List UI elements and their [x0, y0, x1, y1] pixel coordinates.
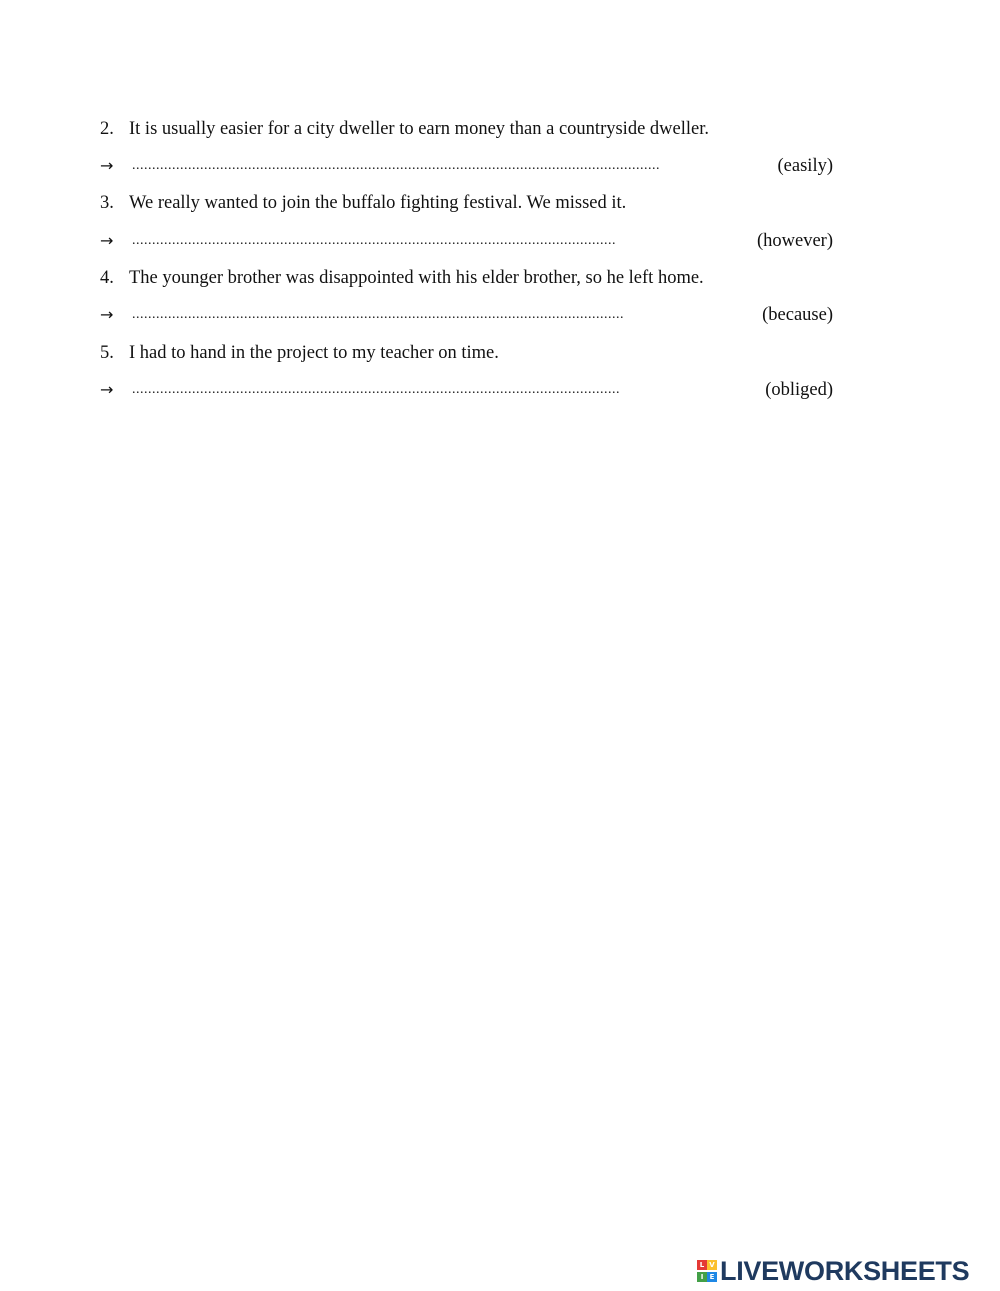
answer-blank-2[interactable]: ....................................................................................................................................: [132, 158, 660, 173]
logo-block-l: L: [697, 1260, 707, 1270]
arrow-icon: →: [100, 380, 114, 399]
answer-line-4[interactable]: [100, 303, 833, 327]
logo-icon: [697, 1260, 707, 1282]
question-2-text: It is usually easier for a city dweller to earn money than a countryside dweller.: [129, 119, 709, 139]
logo-block-e: E: [707, 1272, 717, 1282]
question-5-number: 5.: [100, 343, 114, 363]
answer-hint-4: (because): [762, 305, 833, 325]
question-2-number: 2.: [100, 119, 114, 139]
arrow-icon: →: [100, 305, 114, 324]
answer-hint-5: (obliged): [765, 380, 833, 400]
answer-hint-3: (however): [756, 231, 833, 251]
question-4-text: The younger brother was disappointed with his elder brother, so he left home.: [129, 268, 704, 288]
arrow-icon: →: [100, 156, 114, 175]
liveworksheets-logo: [697, 1256, 969, 1286]
question-4: [100, 266, 833, 290]
question-5-text: I had to hand in the project to my teacher on time.: [129, 343, 499, 363]
question-3-number: 3.: [100, 193, 114, 213]
logo-icon-lower: [707, 1260, 717, 1282]
question-5: [100, 341, 833, 365]
logo-block-i: I: [697, 1272, 707, 1282]
answer-blank-4[interactable]: ...........................................................................................................................: [132, 307, 624, 322]
question-2: [100, 117, 833, 141]
answer-line-2[interactable]: [100, 154, 833, 178]
arrow-icon: →: [100, 231, 114, 250]
logo-wordmark: LIVEWORKSHEETS: [720, 1255, 970, 1286]
question-3: [100, 191, 833, 215]
answer-blank-5[interactable]: ..........................................................................................................................: [132, 382, 620, 397]
answer-hint-2: (easily): [777, 156, 833, 176]
answer-line-3[interactable]: [100, 229, 833, 253]
question-3-text: We really wanted to join the buffalo fighting festival. We missed it.: [129, 193, 627, 213]
answer-line-5[interactable]: [100, 378, 833, 402]
logo-block-v: V: [707, 1260, 717, 1270]
answer-blank-3[interactable]: .........................................................................................................................: [132, 233, 616, 248]
question-4-number: 4.: [100, 268, 114, 288]
